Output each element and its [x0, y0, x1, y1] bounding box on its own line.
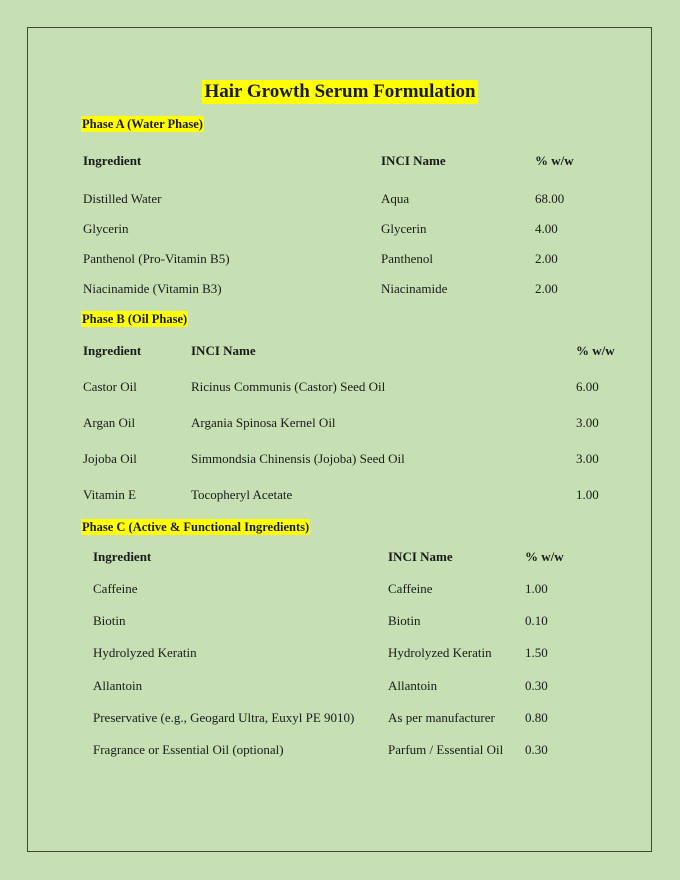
table-row [83, 274, 615, 304]
phase-c-heading [81, 519, 310, 535]
table-row [83, 214, 615, 244]
inci-cell: Parfum / Essential Oil [388, 742, 504, 758]
ingredient-cell: Hydrolyzed Keratin [93, 645, 197, 661]
phase-a-table [83, 146, 615, 304]
table-row [93, 605, 585, 637]
table-row [83, 477, 636, 513]
percent-cell: 0.30 [525, 677, 548, 693]
inci-cell: Ricinus Communis (Castor) Seed Oil [191, 379, 386, 394]
ingredient-cell: Fragrance or Essential Oil (optional) [93, 742, 284, 758]
percent-cell: 2.00 [535, 281, 558, 296]
header-ingredient: Ingredient [93, 549, 152, 564]
header-inci-name: INCI Name [388, 549, 453, 564]
ingredient-cell: Glycerin [83, 221, 129, 236]
table-row [83, 369, 636, 405]
ingredient-cell: Caffeine [93, 581, 138, 597]
ingredient-cell: Preservative (e.g., Geogard Ultra, Euxyl PE 9010) [93, 709, 355, 725]
document-title-text: Hair Growth Serum Formulation [204, 81, 476, 102]
ingredient-cell: Vitamin E [83, 487, 137, 502]
ingredient-cell: Biotin [93, 613, 126, 629]
header-ingredient: Ingredient [83, 153, 142, 168]
header-percent: % w/w [576, 343, 615, 358]
inci-cell: Panthenol [381, 251, 433, 266]
inci-cell: Biotin [388, 613, 421, 629]
ingredient-cell: Castor Oil [83, 379, 137, 394]
percent-cell: 2.00 [535, 251, 558, 266]
percent-cell: 1.00 [576, 487, 599, 502]
percent-cell: 1.50 [525, 645, 548, 661]
inci-cell: Tocopheryl Acetate [191, 487, 293, 502]
header-ingredient: Ingredient [83, 343, 142, 358]
phase-b-table [83, 333, 636, 513]
percent-cell: 4.00 [535, 221, 558, 236]
table-row [93, 670, 585, 702]
table-row [93, 637, 585, 669]
percent-cell: 0.30 [525, 742, 548, 758]
phase-b-heading [81, 311, 188, 327]
header-percent: % w/w [535, 153, 574, 168]
header-inci-name: INCI Name [381, 153, 446, 168]
header-percent: % w/w [525, 549, 564, 564]
ingredient-cell: Panthenol (Pro-Vitamin B5) [83, 251, 230, 266]
ingredient-cell: Allantoin [93, 677, 143, 693]
inci-cell: Simmondsia Chinensis (Jojoba) Seed Oil [191, 451, 405, 466]
percent-cell: 0.10 [525, 613, 548, 629]
table-row [83, 184, 615, 214]
table-row [93, 734, 585, 766]
header-inci-name: INCI Name [191, 343, 256, 358]
percent-cell: 1.00 [525, 581, 548, 597]
table-row [93, 573, 585, 605]
percent-cell: 6.00 [576, 379, 599, 394]
inci-cell: Argania Spinosa Kernel Oil [191, 415, 336, 430]
table-header-row [83, 333, 636, 369]
table-row [83, 244, 615, 274]
phase-a-heading [81, 116, 204, 132]
phase-c-heading-text: Phase C (Active & Functional Ingredients) [82, 520, 310, 534]
inci-cell: Glycerin [381, 221, 427, 236]
inci-cell: Aqua [381, 191, 410, 206]
percent-cell: 0.80 [525, 709, 548, 725]
percent-cell: 3.00 [576, 415, 599, 430]
percent-cell: 68.00 [535, 191, 565, 206]
phase-a-heading-text: Phase A (Water Phase) [82, 117, 203, 131]
document-title [0, 80, 680, 104]
table-header-row [83, 146, 615, 176]
table-row [93, 702, 585, 734]
percent-cell: 3.00 [576, 451, 599, 466]
inci-cell: Hydrolyzed Keratin [388, 645, 492, 661]
table-row [83, 441, 636, 477]
inci-cell: Niacinamide [381, 281, 448, 296]
inci-cell: Caffeine [388, 581, 433, 597]
phase-b-heading-text: Phase B (Oil Phase) [82, 312, 188, 326]
table-row [83, 405, 636, 441]
phase-c-table [93, 541, 585, 766]
ingredient-cell: Argan Oil [83, 415, 136, 430]
ingredient-cell: Distilled Water [83, 191, 162, 206]
table-header-row [93, 541, 585, 573]
ingredient-cell: Jojoba Oil [83, 451, 137, 466]
ingredient-cell: Niacinamide (Vitamin B3) [83, 281, 222, 296]
inci-cell: As per manufacturer [388, 709, 495, 725]
inci-cell: Allantoin [388, 677, 438, 693]
